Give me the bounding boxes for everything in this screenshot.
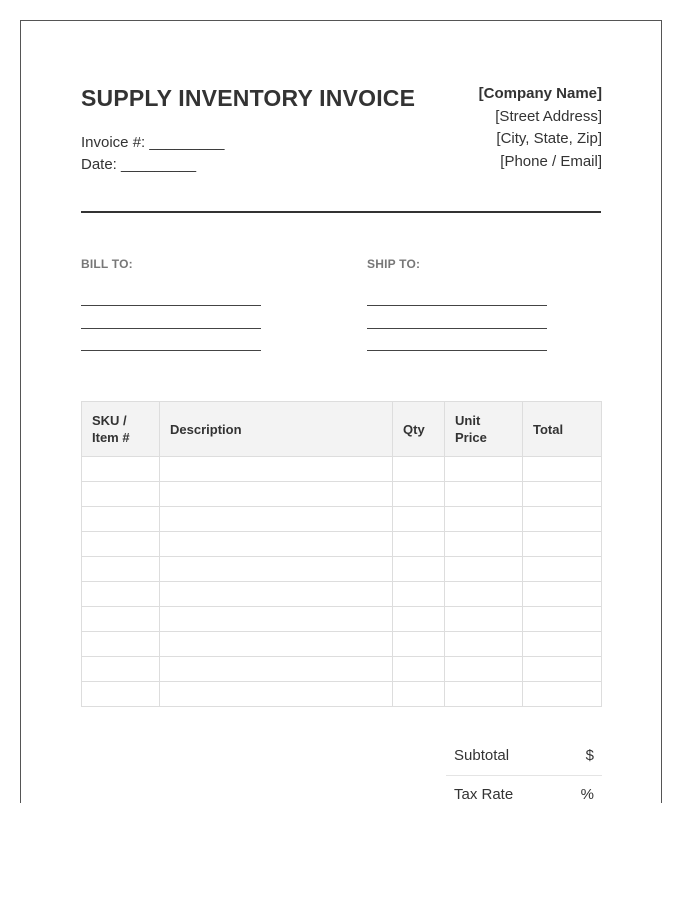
table-cell-sku[interactable] [82, 532, 160, 557]
table-cell-total[interactable] [523, 507, 602, 532]
tax-rate-label: Tax Rate [454, 786, 514, 803]
table-cell-qty[interactable] [393, 632, 445, 657]
column-header-unit-price: Unit Price [445, 402, 523, 457]
table-cell-total[interactable] [523, 557, 602, 582]
column-header-total: Total [523, 402, 602, 457]
company-street: [Street Address] [495, 107, 602, 125]
table-cell-description[interactable] [160, 632, 393, 657]
table-cell-description[interactable] [160, 682, 393, 707]
table-cell-qty[interactable] [393, 482, 445, 507]
table-cell-total[interactable] [523, 632, 602, 657]
table-cell-description[interactable] [160, 657, 393, 682]
table-cell-unit-price[interactable] [445, 507, 523, 532]
table-row [82, 582, 602, 607]
invoice-title: SUPPLY INVENTORY INVOICE [81, 85, 416, 111]
table-cell-description[interactable] [160, 582, 393, 607]
table-cell-total[interactable] [523, 682, 602, 707]
items-table [81, 401, 602, 707]
totals-section [446, 737, 602, 803]
table-cell-qty[interactable] [393, 582, 445, 607]
company-info [479, 83, 602, 173]
header-divider [81, 211, 601, 213]
table-row [82, 482, 602, 507]
table-cell-description[interactable] [160, 457, 393, 482]
table-cell-unit-price[interactable] [445, 657, 523, 682]
column-header-sku: SKU / Item # [82, 402, 160, 457]
table-cell-sku[interactable] [82, 607, 160, 632]
table-cell-qty[interactable] [393, 557, 445, 582]
table-cell-description[interactable] [160, 532, 393, 557]
table-cell-description[interactable] [160, 607, 393, 632]
subtotal-symbol[interactable]: $ [585, 747, 594, 764]
tax-rate-row [446, 776, 602, 803]
subtotal-label: Subtotal [454, 747, 510, 764]
table-cell-description[interactable] [160, 482, 393, 507]
table-row [82, 682, 602, 707]
table-row [82, 607, 602, 632]
table-cell-unit-price[interactable] [445, 682, 523, 707]
invoice-number-field[interactable]: Invoice #: _________ [81, 134, 225, 151]
table-cell-unit-price[interactable] [445, 482, 523, 507]
table-row [82, 657, 602, 682]
table-cell-unit-price[interactable] [445, 532, 523, 557]
table-header-row [82, 402, 602, 457]
table-row [82, 557, 602, 582]
ship-to-line-1[interactable] [367, 305, 547, 306]
table-row [82, 507, 602, 532]
table-cell-qty[interactable] [393, 457, 445, 482]
invoice-sheet [20, 20, 662, 803]
table-cell-qty[interactable] [393, 682, 445, 707]
table-cell-sku[interactable] [82, 482, 160, 507]
table-cell-sku[interactable] [82, 457, 160, 482]
subtotal-row [446, 737, 602, 776]
table-cell-sku[interactable] [82, 682, 160, 707]
table-row [82, 632, 602, 657]
table-cell-total[interactable] [523, 457, 602, 482]
ship-to-label: SHIP TO: [367, 257, 421, 271]
table-cell-sku[interactable] [82, 507, 160, 532]
table-cell-unit-price[interactable] [445, 457, 523, 482]
table-cell-unit-price[interactable] [445, 557, 523, 582]
bill-to-line-1[interactable] [81, 305, 261, 306]
table-cell-qty[interactable] [393, 507, 445, 532]
table-cell-total[interactable] [523, 582, 602, 607]
ship-to-line-3[interactable] [367, 350, 547, 351]
column-header-description: Description [160, 402, 393, 457]
table-cell-total[interactable] [523, 482, 602, 507]
bill-to-line-2[interactable] [81, 328, 261, 329]
table-cell-sku[interactable] [82, 582, 160, 607]
table-row [82, 532, 602, 557]
table-cell-total[interactable] [523, 607, 602, 632]
table-cell-qty[interactable] [393, 657, 445, 682]
bill-to-line-3[interactable] [81, 350, 261, 351]
table-cell-description[interactable] [160, 507, 393, 532]
table-cell-sku[interactable] [82, 632, 160, 657]
table-cell-sku[interactable] [82, 657, 160, 682]
bill-to-label: BILL TO: [81, 257, 133, 271]
table-cell-unit-price[interactable] [445, 632, 523, 657]
table-cell-unit-price[interactable] [445, 582, 523, 607]
invoice-date-field[interactable]: Date: _________ [81, 156, 197, 173]
company-city: [City, State, Zip] [496, 130, 602, 147]
table-row [82, 457, 602, 482]
table-cell-total[interactable] [523, 532, 602, 557]
table-cell-qty[interactable] [393, 607, 445, 632]
table-cell-qty[interactable] [393, 532, 445, 557]
table-cell-sku[interactable] [82, 557, 160, 582]
table-cell-total[interactable] [523, 657, 602, 682]
ship-to-line-2[interactable] [367, 328, 547, 329]
column-header-qty: Qty [393, 402, 445, 457]
company-name: [Company Name] [478, 85, 602, 102]
tax-rate-symbol[interactable]: % [580, 786, 594, 803]
table-cell-unit-price[interactable] [445, 607, 523, 632]
table-cell-description[interactable] [160, 557, 393, 582]
company-contact: [Phone / Email] [500, 152, 602, 170]
